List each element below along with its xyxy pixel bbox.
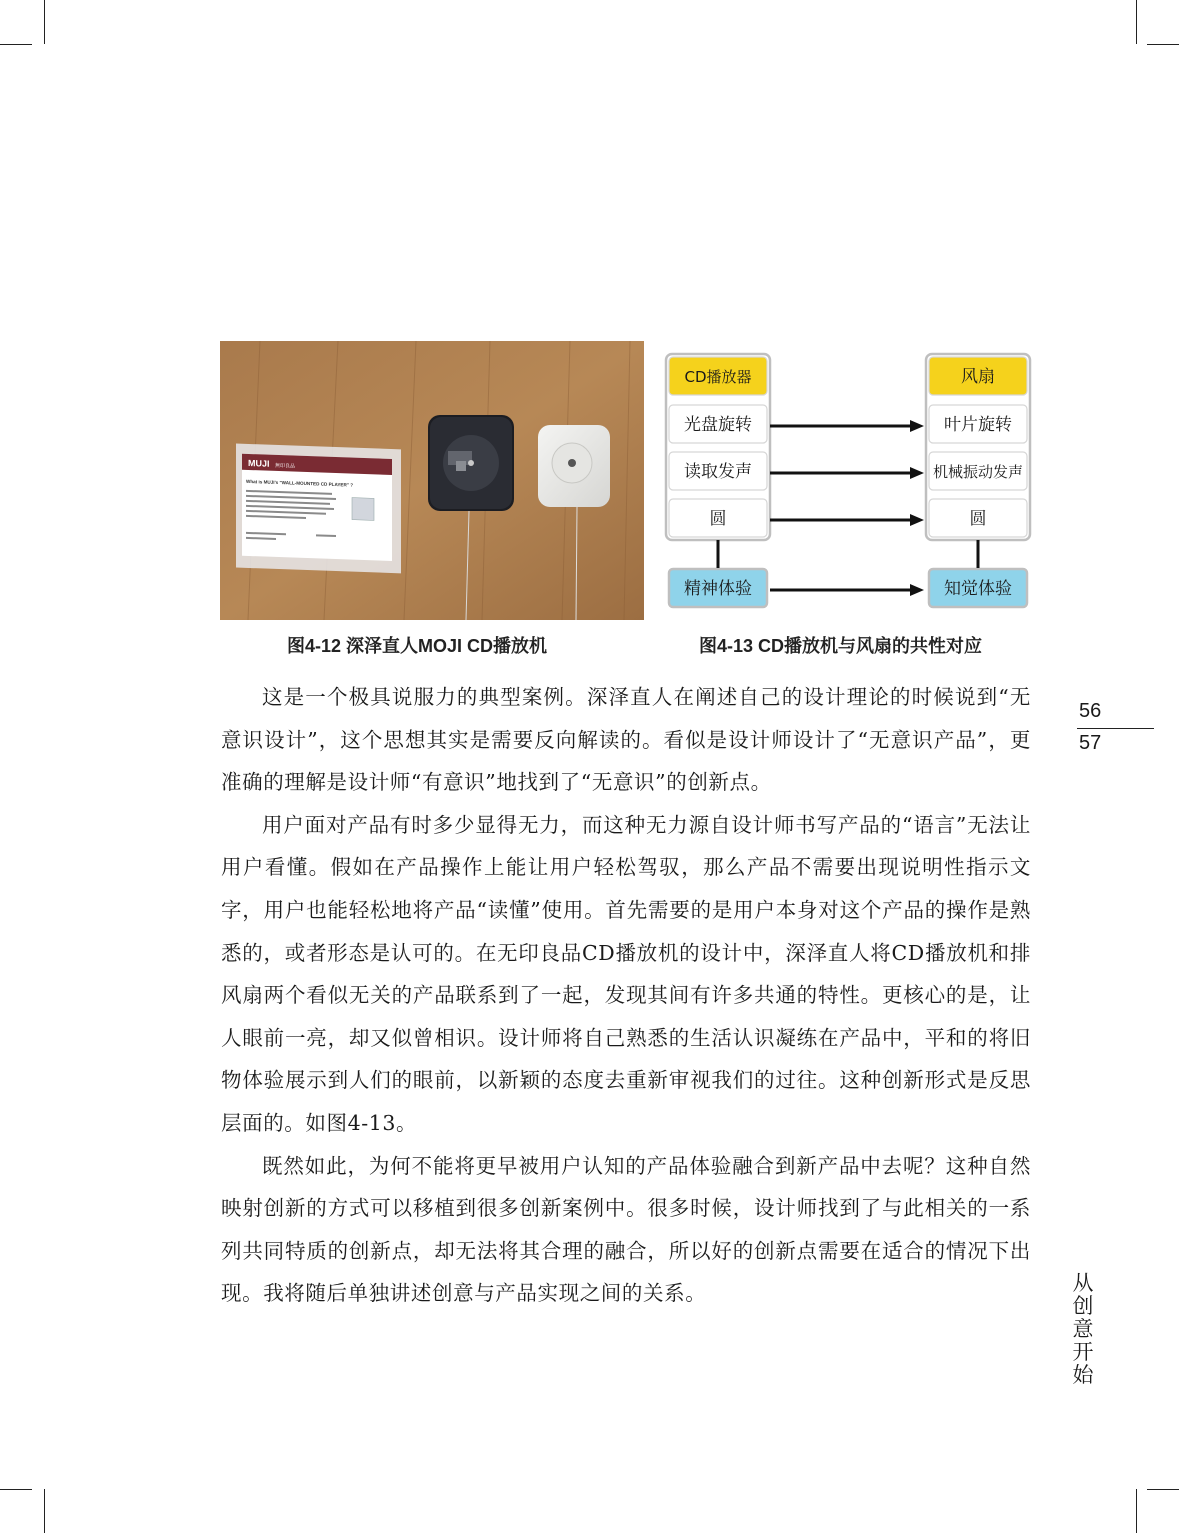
crop-mark [1136, 1489, 1137, 1533]
crop-mark [44, 1489, 45, 1533]
crop-mark [0, 44, 32, 45]
crop-mark [1147, 44, 1179, 45]
diagram-cell-label: 读取发声 [684, 462, 752, 482]
diagram-cell-label: 光盘旋转 [684, 415, 752, 435]
diagram-cell-label: CD播放器 [684, 368, 752, 386]
diagram-canvas [664, 352, 1034, 617]
card-title: What is MUJI's "WALL-MOUNTED CD PLAYER" ? [246, 478, 354, 488]
arrow-head-icon [910, 420, 924, 432]
page-number-divider [1077, 728, 1154, 729]
wall-photo-illustration [220, 341, 644, 620]
diagram-cell-label: 精神体验 [684, 579, 752, 599]
cd-player-photo [220, 341, 644, 620]
figure-caption-4-12: 图4-12 深泽直人MOJI CD播放机 [287, 636, 548, 656]
chapter-side-title: 从创意开始 [1072, 1271, 1094, 1387]
body-text [221, 676, 1031, 1315]
arrow-head-icon [910, 514, 924, 526]
diagram-cell-label: 圆 [969, 509, 987, 529]
crop-mark [1147, 1489, 1179, 1490]
paragraph: 既然如此，为何不能将更早被用户认知的产品体验融合到新产品中去呢？这种自然映射创新的方式可以移植到很多创新案例中。很多时候，设计师找到了与此相关的一系列共同特质的创新点，却无法将其合理的融合，所以好的创新点需要在适合的情况下出现。我将随后单独讲述创意与产品实现之间的关系。 [221, 1153, 1031, 1306]
paragraph: 这是一个极具说服力的典型案例。深泽直人在阐述自己的设计理论的时候说到“无意识设计”，这个思想其实是需要反向解读的。看似是设计师设计了“无意识产品”，更准确的理解是设计师“有意识”地找到了“无意识”的创新点。 [221, 685, 1031, 795]
figure-caption-4-13: 图4-13 CD播放机与风扇的共性对应 [699, 636, 983, 656]
crop-mark [0, 1489, 32, 1490]
diagram-cell-label: 知觉体验 [944, 579, 1012, 599]
diagram-cell-label: 圆 [709, 509, 727, 529]
correspondence-diagram [664, 352, 1034, 617]
muji-logo-text: MUJI [248, 457, 270, 469]
paragraph: 用户面对产品有时多少显得无力，而这种无力源自设计师书写产品的“语言”无法让用户看懂。假如在产品操作上能让用户轻松驾驭，那么产品不需要出现说明性指示文字，用户也能轻松地将产品“读懂”使用。首先需要的是用户本身对这个产品的操作是熟悉的，或者形态是认可的。在无印良品CD播放机的设计中，深泽直人将CD播放机和排风扇两个看似无关的产品联系到了一起，发现其间有许多共通的特性。更核心的是，让人眼前一亮，却又似曾相识。设计师将自己熟悉的生活认识凝练在产品中，平和的将旧物体验展示到人们的眼前，以新颖的态度去重新审视我们的过往。这种创新形式是反思层面的。如图4-13。 [221, 812, 1031, 1135]
page-number-right: 57 [1079, 732, 1102, 754]
arrow-head-icon [910, 584, 924, 596]
muji-logo-sub: 無印良品 [275, 462, 296, 470]
crop-mark [44, 0, 45, 44]
page-number-left: 56 [1079, 700, 1102, 722]
diagram-cell-label: 机械振动发声 [932, 463, 1024, 481]
arrow-head-icon [910, 467, 924, 479]
diagram-cell-label: 叶片旋转 [944, 415, 1012, 435]
crop-mark [1136, 0, 1137, 44]
cd-thumbnail-icon [352, 498, 374, 521]
diagram-cell-label: 风扇 [961, 367, 995, 387]
